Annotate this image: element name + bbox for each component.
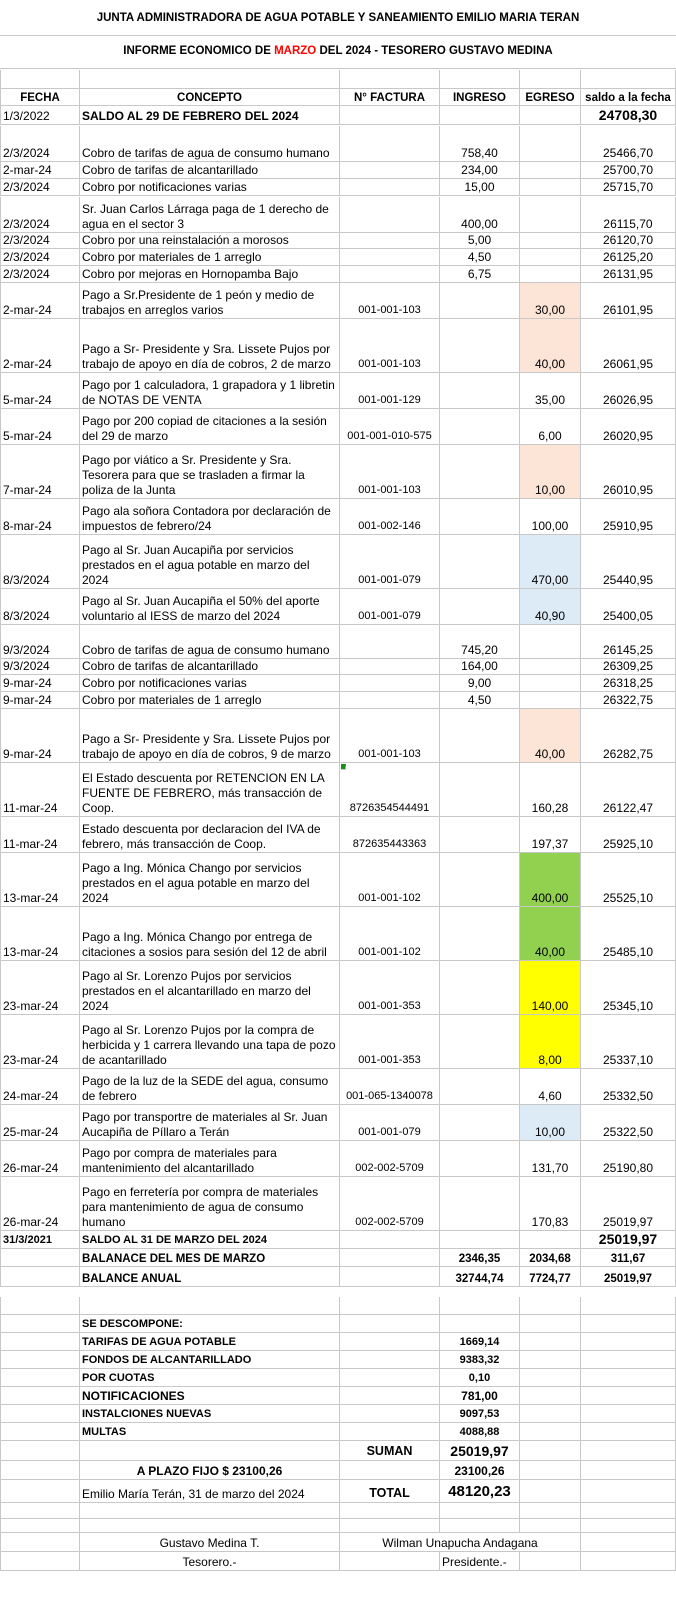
ingreso-cell: 5,00 [440, 233, 520, 249]
table-row [0, 817, 676, 853]
total-label: TOTAL [340, 1480, 440, 1503]
saldo-cell: 25715,70 [581, 179, 676, 196]
concepto-cell: SALDO AL 29 DE FEBRERO DEL 2024 [80, 106, 340, 125]
fecha-cell: 1/3/2022 [0, 106, 80, 125]
saldo-cell: 26318,25 [581, 675, 676, 692]
fecha-cell [0, 1249, 80, 1267]
ingreso-cell [440, 1015, 520, 1069]
fecha-cell: 8/3/2024 [0, 535, 80, 589]
saldo-cell: 26122,47 [581, 763, 676, 817]
ingreso-cell [440, 589, 520, 625]
col-saldo: saldo a la fecha [581, 89, 676, 106]
table-row [0, 499, 676, 535]
factura-cell: 001-001-079 [340, 589, 440, 625]
factura-cell: 001-065-1340078 [340, 1069, 440, 1105]
fecha-cell: 9-mar-24 [0, 692, 80, 709]
egreso-cell [520, 197, 581, 233]
breakdown-row [0, 1351, 676, 1369]
breakdown-value: 9097,53 [440, 1405, 520, 1423]
factura-cell: 001-001-079 [340, 1105, 440, 1141]
fecha-cell: 8/3/2024 [0, 589, 80, 625]
table-row [0, 1069, 676, 1105]
concepto-cell: Pago al Sr. Lorenzo Pujos por la compra de herbicida y 1 carrera llevando una tapa de pozo de acantarillado [80, 1015, 340, 1069]
table-row [0, 409, 676, 445]
concepto-cell: Pago por 200 copiad de citaciones a la sesión del 29 de marzo [80, 409, 340, 445]
factura-cell: 8726354544491 [340, 763, 440, 817]
ingreso-cell [440, 1141, 520, 1177]
plazo-value: 23100,26 [440, 1461, 520, 1480]
concepto-cell: Pago a Sr- Presidente y Sra. Lissete Pujos por trabajo de apoyo en día de cobros, 2 de marzo [80, 319, 340, 373]
fecha-cell: 2/3/2024 [0, 126, 80, 162]
concepto-cell: Pago ala soñora Contadora por declaración de impuestos de febrero/24 [80, 499, 340, 535]
fecha-cell: 2-mar-24 [0, 283, 80, 319]
saldo-cell: 26115,70 [581, 197, 676, 233]
table-row [0, 535, 676, 589]
egreso-cell: 35,00 [520, 373, 581, 409]
egreso-cell [520, 106, 581, 125]
table-row [0, 709, 676, 763]
ingreso-cell [440, 1105, 520, 1141]
fecha-cell: 5-mar-24 [0, 373, 80, 409]
blank-row [0, 1503, 676, 1519]
table-row [0, 197, 676, 233]
factura-cell [340, 692, 440, 709]
factura-cell: 002-002-5709 [340, 1141, 440, 1177]
saldo-cell: 25190,80 [581, 1141, 676, 1177]
table-row [0, 1249, 676, 1267]
factura-cell: 001-001-102 [340, 853, 440, 907]
concepto-cell: Cobro por materiales de 1 arreglo [80, 692, 340, 709]
breakdown-label: NOTIFICACIONES [80, 1387, 340, 1405]
ingreso-cell: 400,00 [440, 197, 520, 233]
fecha-cell: 24-mar-24 [0, 1069, 80, 1105]
saldo-cell: 311,67 [581, 1249, 676, 1267]
egreso-cell: 100,00 [520, 499, 581, 535]
concepto-cell: Pago a Sr.Presidente de 1 peón y medio de trabajos en arreglos varios [80, 283, 340, 319]
ingreso-cell [440, 1231, 520, 1249]
sum-value: 25019,97 [440, 1441, 520, 1461]
factura-cell: 001-001-079 [340, 535, 440, 589]
saldo-cell: 25925,10 [581, 817, 676, 853]
cell-comment-marker [341, 764, 346, 770]
ingreso-cell [440, 1069, 520, 1105]
treasurer-role: Tesorero.- [80, 1552, 340, 1571]
factura-cell [340, 625, 440, 659]
fecha-cell: 2/3/2024 [0, 197, 80, 233]
fecha-cell: 23-mar-24 [0, 961, 80, 1015]
col-ingreso: INGRESO [440, 89, 520, 106]
plazo-label: A PLAZO FIJO $ 23100,26 [80, 1461, 340, 1480]
ingreso-cell: 234,00 [440, 162, 520, 179]
factura-cell: 001-001-103 [340, 709, 440, 763]
blank-row [0, 1297, 676, 1315]
saldo-cell: 25332,50 [581, 1069, 676, 1105]
table-row [0, 1231, 676, 1249]
saldo-cell: 25337,10 [581, 1015, 676, 1069]
saldo-cell: 26061,95 [581, 319, 676, 373]
ingreso-cell [440, 763, 520, 817]
factura-cell: 001-001-353 [340, 1015, 440, 1069]
breakdown-row [0, 1405, 676, 1423]
egreso-cell [520, 233, 581, 249]
table-row [0, 266, 676, 283]
saldo-cell: 25019,97 [581, 1267, 676, 1287]
saldo-cell: 25322,50 [581, 1105, 676, 1141]
egreso-cell [520, 625, 581, 659]
table-row [0, 283, 676, 319]
table-row [0, 445, 676, 499]
egreso-cell: 140,00 [520, 961, 581, 1015]
signature-names-row [0, 1533, 676, 1552]
egreso-cell [520, 249, 581, 266]
factura-cell: 001-001-103 [340, 283, 440, 319]
saldo-cell: 25910,95 [581, 499, 676, 535]
breakdown-heading-row [0, 1315, 676, 1333]
breakdown-value: 0,10 [440, 1369, 520, 1387]
table-row [0, 373, 676, 409]
factura-cell: 002-002-5709 [340, 1177, 440, 1231]
org-title: JUNTA ADMINISTRADORA DE AGUA POTABLE Y SANEAMIENTO EMILIO MARIA TERAN [96, 12, 580, 24]
egreso-cell [520, 692, 581, 709]
fecha-cell: 13-mar-24 [0, 907, 80, 961]
factura-cell [340, 1249, 440, 1267]
fecha-cell: 2/3/2024 [0, 249, 80, 266]
concepto-cell: Cobro por notificaciones varias [80, 675, 340, 692]
saldo-cell: 25440,95 [581, 535, 676, 589]
breakdown-label: POR CUOTAS [80, 1369, 340, 1387]
egreso-cell: 7724,77 [520, 1267, 581, 1287]
ingreso-cell [440, 853, 520, 907]
blank-row [0, 70, 676, 89]
concepto-cell: SALDO AL 31 DE MARZO DEL 2024 [80, 1231, 340, 1249]
president-role: Presidente.- [440, 1552, 520, 1571]
fecha-cell: 2/3/2024 [0, 233, 80, 249]
saldo-cell: 26125,20 [581, 249, 676, 266]
ingreso-cell [440, 961, 520, 1015]
concepto-cell: BALANCE ANUAL [80, 1267, 340, 1287]
concepto-cell: El Estado descuenta por RETENCION EN LA FUENTE DE FEBRERO, más transacción de Coop. [80, 763, 340, 817]
ingreso-cell [440, 283, 520, 319]
fecha-cell: 23-mar-24 [0, 1015, 80, 1069]
treasurer-name: Gustavo Medina T. [80, 1533, 340, 1552]
factura-cell [340, 249, 440, 266]
egreso-cell: 40,00 [520, 709, 581, 763]
concepto-cell: Pago por compra de materiales para mantenimiento del alcantarillado [80, 1141, 340, 1177]
egreso-cell: 8,00 [520, 1015, 581, 1069]
concepto-cell: Cobro de tarifas de alcantarillado [80, 162, 340, 179]
table-row [0, 1105, 676, 1141]
ingreso-cell [440, 817, 520, 853]
factura-cell: 872635443363 [340, 817, 440, 853]
saldo-cell: 25019,97 [581, 1177, 676, 1231]
fecha-cell: 25-mar-24 [0, 1105, 80, 1141]
breakdown-row [0, 1387, 676, 1405]
table-row [0, 162, 676, 179]
fecha-cell: 26-mar-24 [0, 1141, 80, 1177]
saldo-cell: 26120,70 [581, 233, 676, 249]
egreso-cell [520, 162, 581, 179]
ingreso-cell: 9,00 [440, 675, 520, 692]
place-date: Emilio María Terán, 31 de marzo del 2024 [80, 1480, 340, 1503]
factura-cell [340, 126, 440, 162]
saldo-cell: 26026,95 [581, 373, 676, 409]
ingreso-cell: 745,20 [440, 625, 520, 659]
table-row [0, 961, 676, 1015]
factura-cell: 001-001-129 [340, 373, 440, 409]
saldo-cell: 26322,75 [581, 692, 676, 709]
table-row [0, 625, 676, 659]
fecha-cell: 11-mar-24 [0, 763, 80, 817]
saldo-cell: 25019,97 [581, 1231, 676, 1249]
concepto-cell: Pago a Ing. Mónica Chango por servicios prestados en el agua potable en marzo del 2024 [80, 853, 340, 907]
table-row [0, 233, 676, 249]
report-title: INFORME ECONOMICO DE MARZO DEL 2024 - TESORERO GUSTAVO MEDINA [123, 45, 553, 57]
egreso-cell [520, 659, 581, 675]
table-row [0, 659, 676, 675]
fecha-cell: 2-mar-24 [0, 319, 80, 373]
table-row [0, 675, 676, 692]
ingreso-cell [440, 319, 520, 373]
fecha-cell: 11-mar-24 [0, 817, 80, 853]
table-header [0, 89, 676, 106]
breakdown-row [0, 1423, 676, 1441]
egreso-cell: 10,00 [520, 445, 581, 499]
fecha-cell: 9/3/2024 [0, 625, 80, 659]
table-row [0, 1177, 676, 1231]
table-row [0, 179, 676, 196]
factura-cell [340, 659, 440, 675]
saldo-cell: 25700,70 [581, 162, 676, 179]
concepto-cell: Pago de la luz de la SEDE del agua, consumo de febrero [80, 1069, 340, 1105]
egreso-cell [520, 1231, 581, 1249]
factura-cell [340, 1231, 440, 1249]
fecha-cell: 7-mar-24 [0, 445, 80, 499]
factura-cell: 001-001-103 [340, 319, 440, 373]
saldo-cell: 25400,05 [581, 589, 676, 625]
concepto-cell: Sr. Juan Carlos Lárraga paga de 1 derecho de agua en el sector 3 [80, 197, 340, 233]
ingreso-cell: 6,75 [440, 266, 520, 283]
table-row [0, 106, 676, 125]
table-row [0, 763, 676, 817]
ingreso-cell [440, 106, 520, 125]
concepto-cell: Pago a Ing. Mónica Chango por entrega de citaciones a sosios para sesión del 12 de abril [80, 907, 340, 961]
ingreso-cell: 2346,35 [440, 1249, 520, 1267]
breakdown-row [0, 1333, 676, 1351]
breakdown-value: 781,00 [440, 1387, 520, 1405]
signature-roles-row [0, 1552, 676, 1571]
breakdown-value: 9383,32 [440, 1351, 520, 1369]
factura-cell [340, 266, 440, 283]
fecha-cell: 2/3/2024 [0, 266, 80, 283]
table-row [0, 249, 676, 266]
factura-cell [340, 197, 440, 233]
table-row [0, 126, 676, 162]
concepto-cell: Pago a Sr- Presidente y Sra. Lissete Pujos por trabajo de apoyo en día de cobros, 9 de marzo [80, 709, 340, 763]
fecha-cell [0, 1267, 80, 1287]
saldo-cell: 25485,10 [581, 907, 676, 961]
factura-cell [340, 1267, 440, 1287]
saldo-cell: 25345,10 [581, 961, 676, 1015]
report-month: MARZO [274, 45, 317, 57]
saldo-cell: 26282,75 [581, 709, 676, 763]
fecha-cell: 8-mar-24 [0, 499, 80, 535]
blank-row [0, 1519, 676, 1533]
breakdown-label: MULTAS [80, 1423, 340, 1441]
table-row [0, 319, 676, 373]
concepto-cell: Pago por transportre de materiales al Sr. Juan Aucapiña de Píllaro a Terán [80, 1105, 340, 1141]
breakdown-value: 4088,88 [440, 1423, 520, 1441]
plazo-row [0, 1461, 676, 1480]
table-row [0, 1015, 676, 1069]
ingreso-cell: 15,00 [440, 179, 520, 196]
factura-cell [340, 162, 440, 179]
president-name: Wilman Unapucha Andagana [340, 1533, 581, 1552]
sum-row [0, 1441, 676, 1461]
egreso-cell: 2034,68 [520, 1249, 581, 1267]
breakdown-label: INSTALCIONES NUEVAS [80, 1405, 340, 1423]
ingreso-cell: 758,40 [440, 126, 520, 162]
saldo-cell: 26020,95 [581, 409, 676, 445]
egreso-cell: 197,37 [520, 817, 581, 853]
table-row [0, 1267, 676, 1287]
ingreso-cell [440, 445, 520, 499]
fecha-cell: 2-mar-24 [0, 162, 80, 179]
concepto-cell: Cobro por una reinstalación a morosos [80, 233, 340, 249]
egreso-cell: 4,60 [520, 1069, 581, 1105]
table-row [0, 907, 676, 961]
saldo-cell: 26131,95 [581, 266, 676, 283]
concepto-cell: Cobro de tarifas de alcantarillado [80, 659, 340, 675]
ingreso-cell: 4,50 [440, 249, 520, 266]
fecha-cell: 9-mar-24 [0, 709, 80, 763]
col-concepto: CONCEPTO [80, 89, 340, 106]
sum-label: SUMAN [340, 1441, 440, 1461]
breakdown-heading: SE DESCOMPONE: [80, 1315, 340, 1333]
ingreso-cell: 32744,74 [440, 1267, 520, 1287]
ingreso-cell [440, 907, 520, 961]
egreso-cell: 170,83 [520, 1177, 581, 1231]
concepto-cell: Cobro de tarifas de agua de consumo humano [80, 126, 340, 162]
egreso-cell [520, 126, 581, 162]
concepto-cell: Cobro por mejoras en Hornopamba Bajo [80, 266, 340, 283]
ingreso-cell: 4,50 [440, 692, 520, 709]
fecha-cell: 5-mar-24 [0, 409, 80, 445]
egreso-cell: 40,00 [520, 907, 581, 961]
saldo-cell: 24708,30 [581, 106, 676, 125]
egreso-cell: 131,70 [520, 1141, 581, 1177]
breakdown-label: TARIFAS DE AGUA POTABLE [80, 1333, 340, 1351]
concepto-cell: BALANACE DEL MES DE MARZO [80, 1249, 340, 1267]
egreso-cell [520, 179, 581, 196]
factura-cell: 001-001-102 [340, 907, 440, 961]
fecha-cell: 26-mar-24 [0, 1177, 80, 1231]
fecha-cell: 31/3/2021 [0, 1231, 80, 1249]
col-fecha: FECHA [0, 89, 80, 106]
egreso-cell [520, 675, 581, 692]
factura-cell: 001-001-103 [340, 445, 440, 499]
concepto-cell: Pago por 1 calculadora, 1 grapadora y 1 libretin de NOTAS DE VENTA [80, 373, 340, 409]
ingreso-cell [440, 535, 520, 589]
table-row [0, 853, 676, 907]
ingreso-cell [440, 499, 520, 535]
ingreso-cell [440, 709, 520, 763]
concepto-cell: Estado descuenta por declaracion del IVA de febrero, más transacción de Coop. [80, 817, 340, 853]
breakdown-label: FONDOS DE ALCANTARILLADO [80, 1351, 340, 1369]
concepto-cell: Cobro por notificaciones varias [80, 179, 340, 196]
egreso-cell: 30,00 [520, 283, 581, 319]
ingreso-cell [440, 1177, 520, 1231]
saldo-cell: 26010,95 [581, 445, 676, 499]
ingreso-cell [440, 409, 520, 445]
fecha-cell: 2/3/2024 [0, 179, 80, 196]
fecha-cell: 9/3/2024 [0, 659, 80, 675]
egreso-cell: 40,00 [520, 319, 581, 373]
total-value: 48120,23 [440, 1480, 520, 1503]
saldo-cell: 25525,10 [581, 853, 676, 907]
concepto-cell: Pago en ferretería por compra de materiales para mantenimiento de agua de consumo humano [80, 1177, 340, 1231]
breakdown-row [0, 1369, 676, 1387]
factura-cell [340, 233, 440, 249]
egreso-cell [520, 266, 581, 283]
egreso-cell: 160,28 [520, 763, 581, 817]
egreso-cell: 6,00 [520, 409, 581, 445]
table-row [0, 1141, 676, 1177]
col-factura: N° FACTURA [340, 89, 440, 106]
saldo-cell: 26101,95 [581, 283, 676, 319]
egreso-cell: 40,90 [520, 589, 581, 625]
concepto-cell: Pago al Sr. Lorenzo Pujos por servicios prestados en el alcantarillado en marzo del 2024 [80, 961, 340, 1015]
concepto-cell: Cobro por materiales de 1 arreglo [80, 249, 340, 266]
saldo-cell: 26309,25 [581, 659, 676, 675]
egreso-cell: 10,00 [520, 1105, 581, 1141]
fecha-cell: 13-mar-24 [0, 853, 80, 907]
factura-cell [340, 675, 440, 692]
ingreso-cell [440, 373, 520, 409]
factura-cell [340, 179, 440, 196]
table-row [0, 692, 676, 709]
concepto-cell: Pago al Sr. Juan Aucapiña por servicios prestados en el agua potable en marzo del 2024 [80, 535, 340, 589]
factura-cell: 001-001-353 [340, 961, 440, 1015]
egreso-cell: 470,00 [520, 535, 581, 589]
breakdown-value: 1669,14 [440, 1333, 520, 1351]
egreso-cell: 400,00 [520, 853, 581, 907]
factura-cell: 001-001-010-575 [340, 409, 440, 445]
total-row [0, 1480, 676, 1503]
concepto-cell: Pago por viático a Sr. Presidente y Sra. Tesorera para que se trasladen a firmar la poliza de la Junta [80, 445, 340, 499]
col-egreso: EGRESO [520, 89, 581, 106]
factura-cell [340, 106, 440, 125]
concepto-cell: Pago al Sr. Juan Aucapiña el 50% del aporte voluntario al IESS de marzo del 2024 [80, 589, 340, 625]
fecha-cell: 9-mar-24 [0, 675, 80, 692]
concepto-cell: Cobro de tarifas de agua de consumo humano [80, 625, 340, 659]
ingreso-cell: 164,00 [440, 659, 520, 675]
saldo-cell: 26145,25 [581, 625, 676, 659]
factura-cell: 001-002-146 [340, 499, 440, 535]
saldo-cell: 25466,70 [581, 126, 676, 162]
table-row [0, 589, 676, 625]
